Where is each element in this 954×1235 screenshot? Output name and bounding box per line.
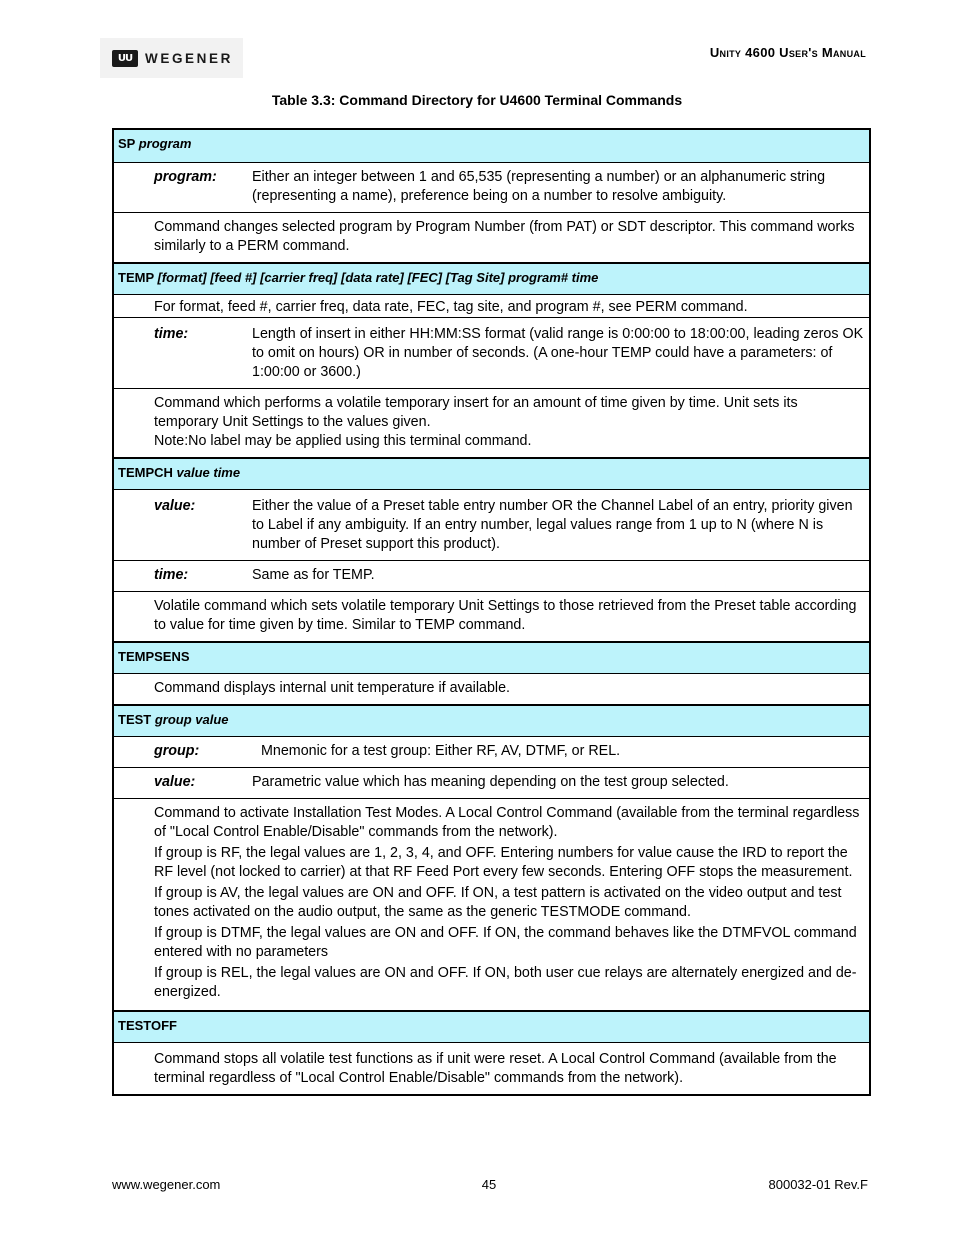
param-name: value: — [154, 498, 196, 514]
footer-page-number: 45 — [481, 1177, 497, 1192]
command-description-temp — [114, 388, 869, 457]
command-description-testoff — [114, 1042, 869, 1094]
description-text: Command to activate Installation Test Modes. A Local Control Command (available from the terminal regardless of "Local Control Enable/Disable" commands from the network). — [154, 805, 860, 840]
command-args: [format] [feed #] [carrier freq] [data rate] [FEC] [Tag Site] program# time — [157, 270, 599, 285]
description-text: Volatile command which sets volatile temporary Unit Settings to those retrieved from the Preset table according to value for time given by time. Similar to TEMP command. — [154, 598, 857, 633]
param-name: time: — [154, 567, 189, 583]
command-args: group value — [154, 712, 229, 727]
command-args: value time — [176, 465, 241, 480]
description-rf: If group is RF, the legal values are 1, 2, 3, 4, and OFF. Entering numbers for value cause the IRD to report the RF level (not locked to carrier) at that RF Feed Port every few seconds. Entering OFF stops the measurement. — [154, 845, 853, 880]
command-name: TEMPSENS — [118, 649, 190, 664]
command-header-temp — [114, 262, 869, 294]
param-name: time: — [154, 326, 189, 342]
manual-title: Unity 4600 User's Manual — [709, 45, 866, 60]
param-row-group — [114, 736, 869, 767]
param-description: Either the value of a Preset table entry number OR the Channel Label of an entry, priority given to Label if any ambiguity. If an entry number, legal values range from 1 up to N (where N is number of Preset support this product). — [252, 498, 853, 552]
table-caption: Table 3.3: Command Directory for U4600 Terminal Commands — [271, 92, 683, 108]
param-row-for — [114, 294, 869, 317]
command-description-sp — [114, 212, 869, 262]
command-name: TEMP — [118, 270, 154, 285]
param-row-value — [114, 767, 869, 798]
param-name: value: — [154, 774, 196, 790]
footer-doc-number: 800032-01 Rev.F — [768, 1177, 868, 1192]
param-description: Length of insert in either HH:MM:SS format (valid range is 0:00:00 to 18:00:00, leading zeros OK to omit on hours) OR in number of seconds. (A one-hour TEMP could have a parameters: of 1:00:00 or 3600.) — [252, 326, 864, 380]
command-header-test — [114, 704, 869, 736]
param-name: group: — [154, 743, 200, 759]
description-rel: If group is REL, the legal values are ON and OFF. If ON, both user cue relays are alternately energized and de-energized. — [154, 965, 857, 1000]
command-description-test — [114, 798, 869, 1010]
command-args: program — [138, 136, 192, 151]
command-name: TEMPCH — [118, 465, 173, 480]
command-header-sp — [114, 130, 869, 162]
param-row-program — [114, 162, 869, 212]
description-text: Command which performs a volatile temporary insert for an amount of time given by time. Unit sets its temporary Unit Settings to the values given. — [154, 395, 798, 430]
param-row-time — [114, 317, 869, 388]
command-name: TEST — [118, 712, 152, 727]
description-text: Command changes selected program by Program Number (from PAT) or SDT descriptor. This command works similarly to a PERM command. — [154, 219, 855, 254]
command-description-tempch — [114, 591, 869, 641]
command-header-testoff — [114, 1010, 869, 1042]
command-header-tempch — [114, 457, 869, 489]
param-description: Same as for TEMP. — [252, 567, 375, 583]
command-description-tempsens — [114, 673, 869, 704]
command-name: TESTOFF — [118, 1018, 177, 1033]
param-row-time — [114, 560, 869, 591]
description-dtmf: If group is DTMF, the legal values are ON and OFF. If ON, the command behaves like the DTMFVOL command entered with no parameters — [154, 925, 857, 960]
footer-website: www.wegener.com — [112, 1177, 221, 1192]
note-text: Note:No label may be applied using this terminal command. — [154, 433, 532, 449]
logo-mark: UU — [112, 50, 138, 67]
param-description: Mnemonic for a test group: Either RF, AV, DTMF, or REL. — [261, 743, 621, 759]
param-description: Parametric value which has meaning depending on the test group selected. — [252, 774, 729, 790]
description-av: If group is AV, the legal values are ON and OFF. If ON, a test pattern is activated on the video output and test tones activated on the audio output, the same as the generic TESTMODE command. — [154, 885, 842, 920]
description-text: Command displays internal unit temperature if available. — [154, 680, 511, 696]
command-header-tempsens — [114, 641, 869, 673]
param-row-value — [114, 489, 869, 560]
param-description: Either an integer between 1 and 65,535 (representing a number) or an alphanumeric string (representing a name), preference being on a number to resolve ambiguity. — [252, 169, 826, 204]
param-name: program: — [154, 169, 217, 185]
wegener-logo — [100, 38, 243, 78]
description-text: Command stops all volatile test functions as if unit were reset. A Local Control Command (available from the terminal regardless of "Local Control Enable/Disable" commands from the network). — [154, 1051, 837, 1086]
command-table — [112, 128, 871, 1096]
for-line: For format, feed #, carrier freq, data rate, FEC, tag site, and program #, see PERM command. — [154, 299, 748, 315]
logo-text: WEGENER — [145, 50, 233, 66]
command-name: SP — [118, 136, 136, 151]
